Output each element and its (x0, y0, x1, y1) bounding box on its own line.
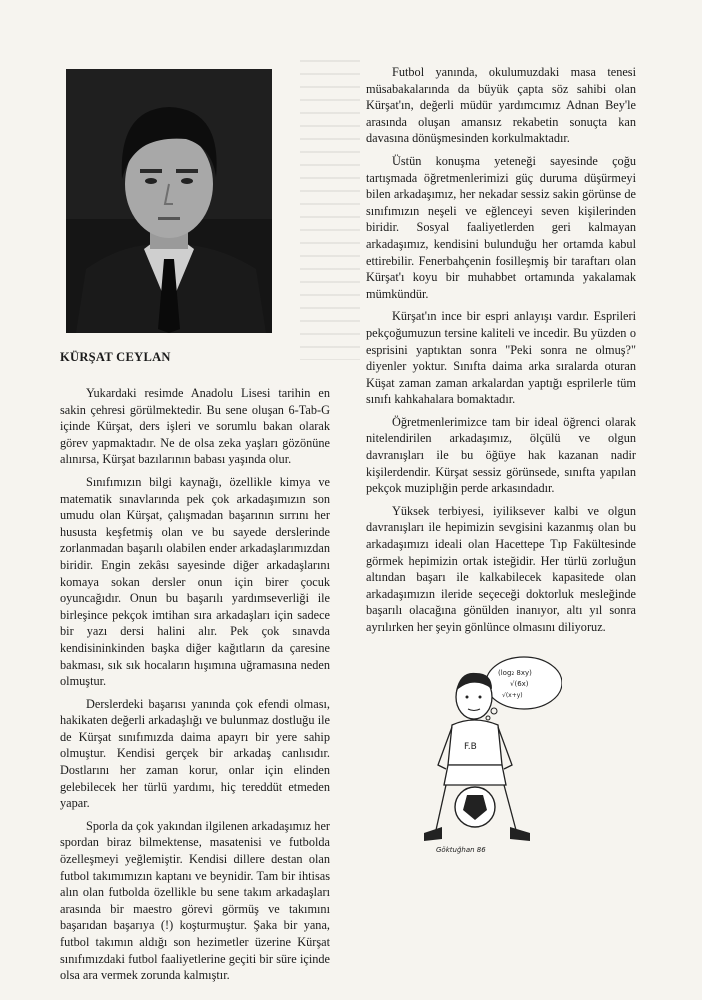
paragraph: Derslerdeki başarısı yanında çok efendi olması, hakikaten değerli arkadaşlığı ve bulunmaz dostluğu ile de Kürşat sınıfımızda daima apayrı bir yere sahip olmuştur. Kendisi gerçek bir arkadaş canlısıdır. Dostlarını her zaman korur, onlar için elinden gelebilecek her türlü yardımı, hiç tereddüt etmeden yapar. (60, 696, 330, 811)
paragraph: Kürşat'ın ince bir espri anlayışı vardır. Esprileri pekçoğumuzun tersine kaliteli ve incedir. Bu yüzden o esprisini yaptıktan sonra "Peki sonra ne olmuş?" diyenler yoktur. Sınıfta daima arka sıralarda oturan Küşat zaman zaman arkalardan yaptığı esprilerle tüm sınıfı kahkahalara bomaktadır. (366, 309, 636, 407)
caricature-drawing (412, 655, 562, 855)
student-name: KÜRŞAT CEYLAN (60, 350, 171, 364)
paragraph: Üstün konuşma yeteneği sayesinde çoğu tartışmada öğretmenlerimizi güç duruma düşürmeyi bilen arkadaşımız, her nekadar sessiz sakin görünse de sınıfımızın neşeli ve eğlenceyi seven kişilerinden biridir. Sosyal faaliyetlerden geri kalmayan arkadaşımız, kendisini bulunduğu her ortamda kabul ettirebilir. Fenerbahçenin fosilleşmiş bir taraftarı olan Kürşat'ı koyu bir muhabbet ortamında yakalamak mümkündür. (366, 153, 636, 301)
bubble-formula-3: √(x+y) (502, 692, 523, 699)
left-column (60, 385, 330, 990)
paragraph: Yüksek terbiyesi, iyiliksever kalbi ve olgun davranışları ile hepimizin sevgisini kazanmış olan bu arkadaşımızı ideali olan Hacettepe Tıp Fakültesinde görmek hepimizin ortak isteğidir. Her türlü zorluğun altından başarı ile kalkabilecek kapasitede olan arkadaşımızın ileride seçeceği doktorluk mesleğinde başarılı olacağına gönülden inanıyor, altı yıl sonra ayrılırken her şeyin gönlünce olmasını diliyoruz. (366, 503, 636, 634)
paragraph: Öğretmenlerimizce tam bir ideal öğrenci olarak nitelendirilen arkadaşımız, ölçülü ve olgun davranışları ile bu öğüye hak kazanan nadir kişilerdendir. Kürşat sessiz görünsede, sınıfta yapılan pekçok muziplığin perde arkasındadır. (366, 414, 636, 496)
shirt-label: F.B (464, 742, 477, 752)
show-through-text (300, 60, 360, 360)
paragraph: Yukardaki resimde Anadolu Lisesi tarihin en sakin çehresi görülmektedir. Bu sene oluşan 6-Tab-G içinde Kürşat, ders işleri ve sorumlu bakan olarak görev yapmaktadır. Ne de olsa zeka yaşları gözönüne alınırsa, Kürşat bazılarının babası yaşında olur. (60, 386, 330, 467)
artist-signature: Göktuğhan 86 (436, 846, 486, 854)
bubble-formula-2: √(6x) (510, 680, 529, 688)
bubble-formula-1: (log₂ 8xy) (498, 669, 532, 677)
portrait-photo (66, 69, 272, 333)
right-column (366, 64, 636, 642)
paragraph: Futbol yanında, okulumuzdaki masa tenesi müsabakalarında da büyük çapta söz sahibi olan Kürşat'ın, değerli müdür yardımcımız Adnan Bey'le arasında oluşan amansız rekabetin sonuçta kan davasına dönüşmesinden korkulmaktadır. (366, 65, 636, 146)
paragraph: Sporla da çok yakından ilgilenen arkadaşımız her spordan biraz bilmektense, masatenisi ve futbolda özelleşmeyi yeğlemiştir. Kendisi dillere destan olan futbol takımımızın kaptanı ve beynidir. Tam bir ihtisas alın olan futbolda özellikle bu sene takım arkadaşları arasında bir maestro görevi görmüş ve takımını başarıdan başarıya (!) koşturmuştur. Şaka bir yana, futbol takımın aldığı son hezimetler üzerine Kürşat sınıfımızdaki futbol faaliyetlerine geçiti bir süre içinde olsa ara vermek zorunda kalmıştır. (60, 818, 330, 983)
paragraph: Sınıfımızın bilgi kaynağı, özellikle kimya ve matematik sınavlarında pek çok arkadaşımızın son umudu olan Kürşat, çalışmadan başarının sırrını her hususta keşfetmiş olan ve bu sayede derslerinde zorlanmadan başarılı olabilen ender arkadaşlarımızdan biridir. Engin zekâsı sayesinde diğer arkadaşlarını komaya sokan dersler onun için birer çocuk oyuncağıdır. Onun bu başarılı yardımseverliği ile birleşince pekçok imtihan sıra arkadaşları için sadece bir yazı dersi halini alır. Pek çok sınavda kendisininkinden başka diğer kağıtların da çaresine bakması, sık sık hocaların hışımına uğramasına neden olmuştur. (60, 474, 330, 689)
